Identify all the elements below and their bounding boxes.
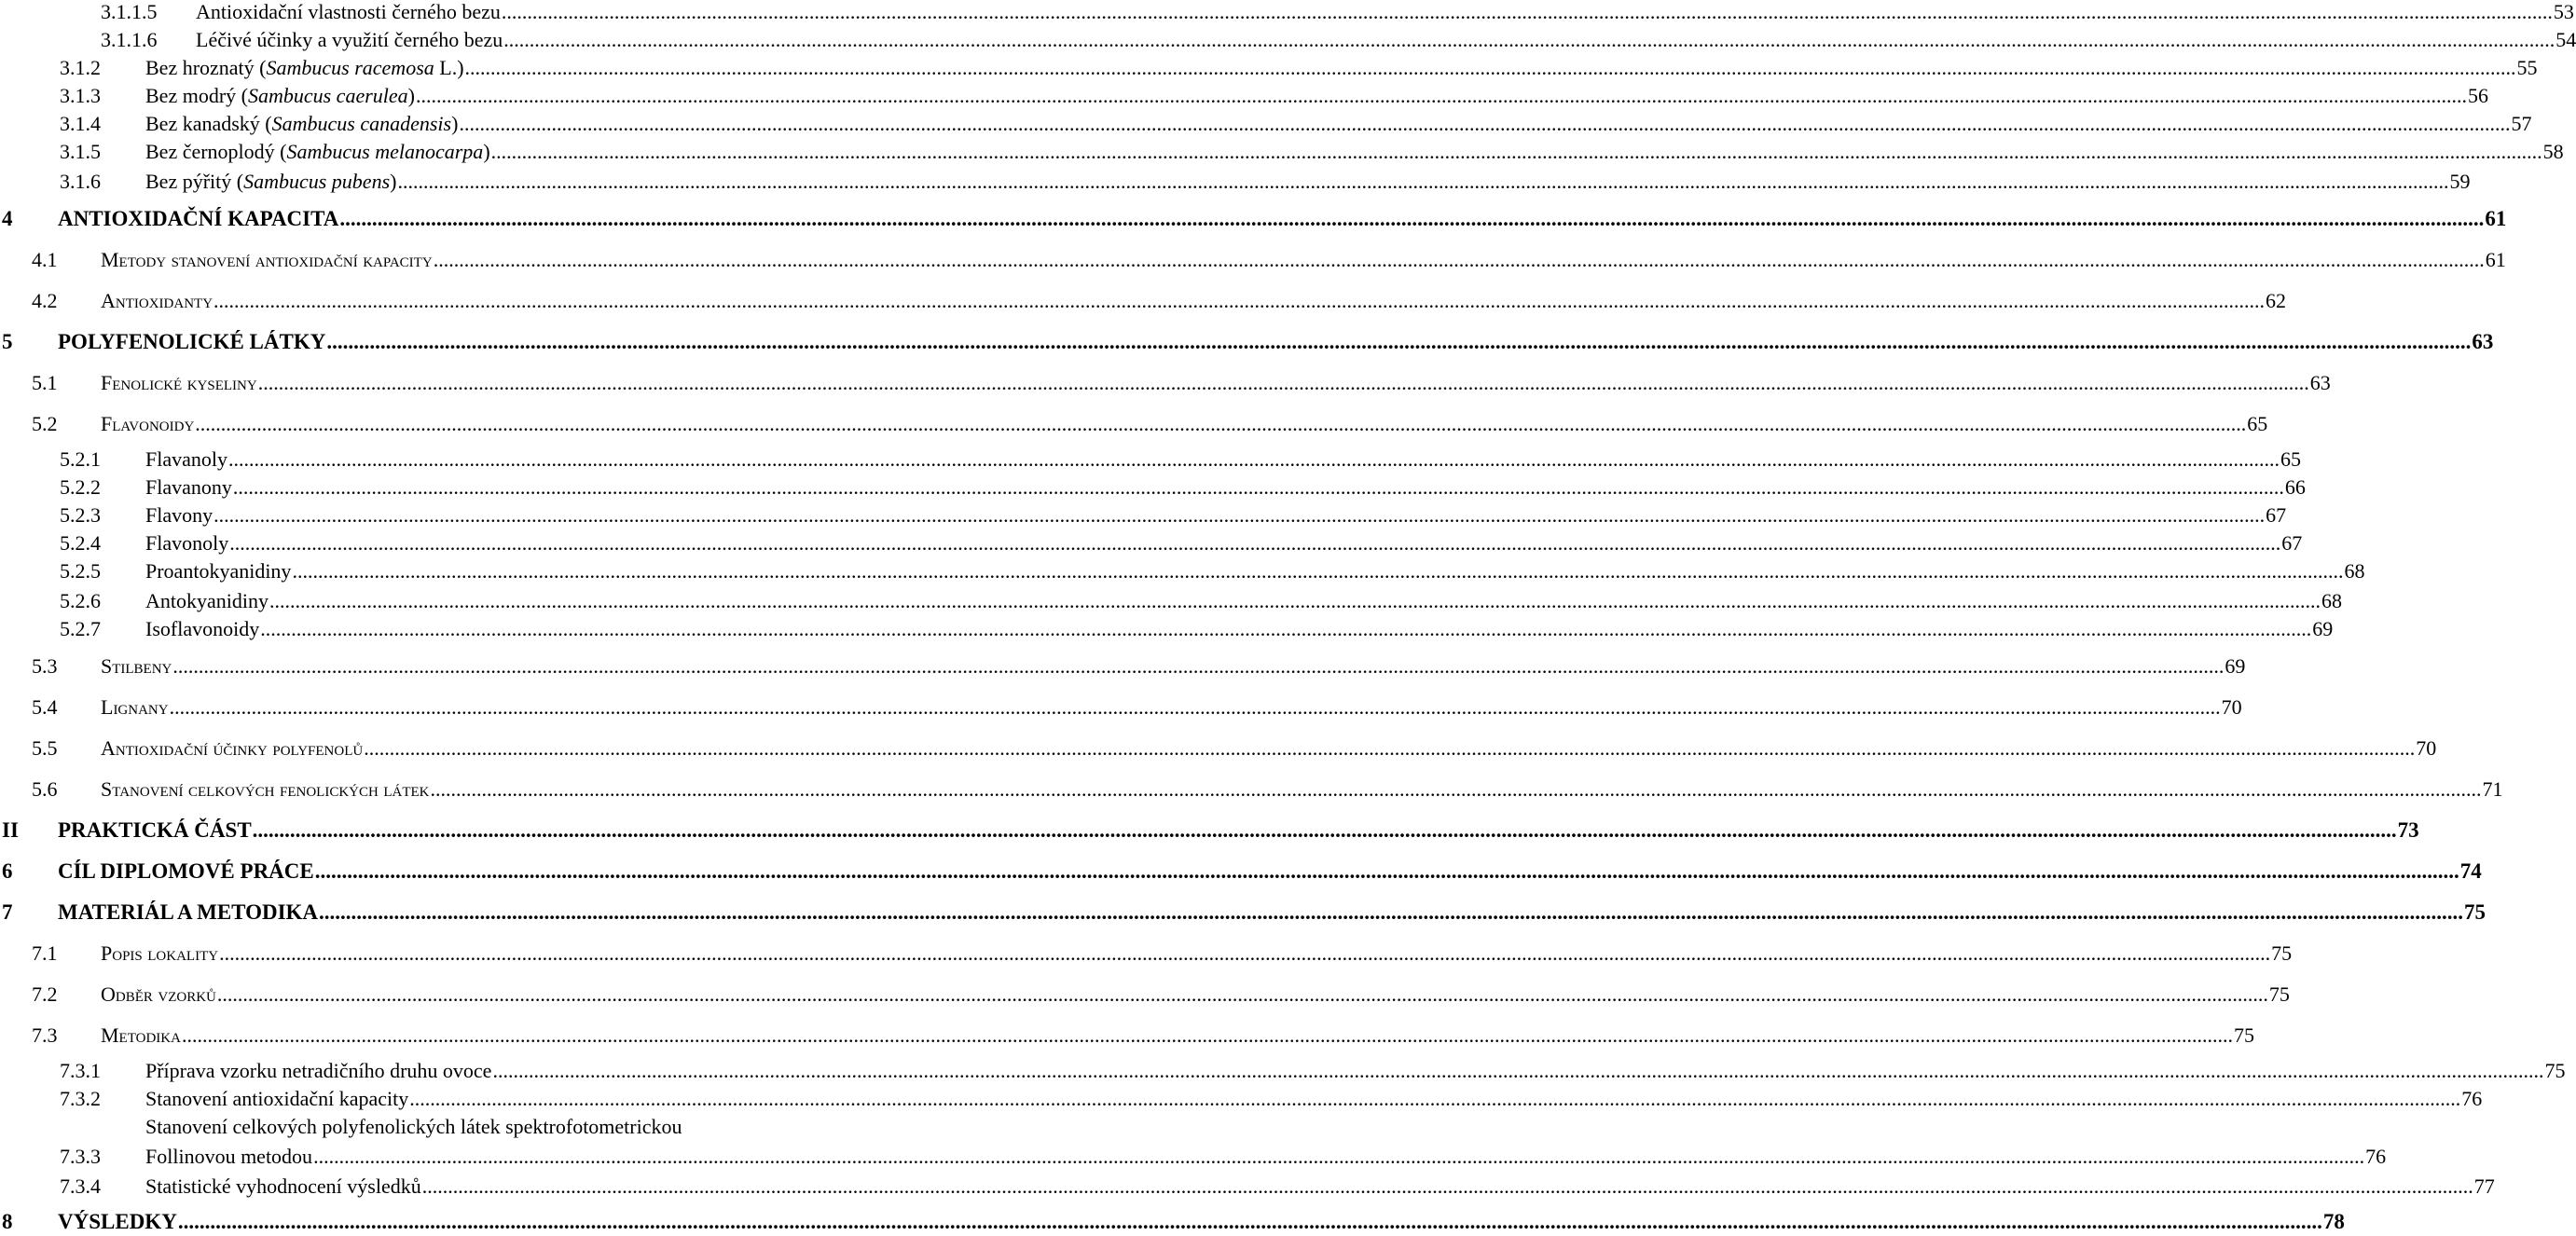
toc-title-part: Popis lokality [101,941,219,965]
toc-title-part: Isoflavonoidy [145,617,260,640]
toc-page-number: 68 [2321,589,2342,612]
toc-leader-dots: ................................................................................................................................................................................................................................................................................................................................................................................................................ [292,559,2344,583]
toc-title-part: Bez černoplodý ( [145,140,287,163]
toc-entry[interactable] [0,446,2301,474]
toc-title-part: PRAKTICKÁ ČÁST [58,818,252,842]
toc-title-part: ) [483,140,490,163]
toc-entry[interactable] [0,529,2303,557]
toc-title [145,587,269,615]
toc-title-part: Flavanony [145,475,232,499]
toc-number: 6 [2,859,13,883]
toc-page-number: 56 [2467,84,2488,107]
toc-number: 5.2 [32,412,58,435]
toc-title-part: Léčivé účinky a využití černého bezu [196,28,503,51]
toc-page-number: 76 [2365,1145,2387,1168]
toc-entry[interactable] [0,369,2331,397]
toc-entry[interactable] [0,1173,2495,1201]
toc-leader-dots: ................................................................................................................................................................................................................................................................................................................................................................................................................ [501,0,2553,23]
toc-number: 3.1.1.5 [101,0,158,23]
toc-number: 7.2 [32,982,58,1006]
toc-leader-dots: ................................................................................................................................................................................................................................................................................................................................................................................................................ [252,818,2397,842]
toc-title-part: Proantokyanidiny [145,559,292,583]
toc-entry[interactable] [0,1085,2483,1113]
toc-title-part: CÍL DIPLOMOVÉ PRÁCE [58,859,314,883]
toc-number: 5.2.3 [60,503,101,527]
toc-title-part: L.) [434,56,464,79]
toc-title [58,205,338,233]
toc-entry[interactable] [0,981,2290,1009]
toc-number: 5.2.7 [60,617,101,640]
toc-leader-dots: ................................................................................................................................................................................................................................................................................................................................................................................................................ [464,56,2516,79]
toc-number: 7.3.2 [60,1087,101,1110]
toc-entry[interactable] [0,615,2334,643]
toc-title-part: Stanovení celkových fenolických látek [101,777,430,801]
toc-page-number: 77 [2473,1174,2495,1198]
toc-leader-dots: ................................................................................................................................................................................................................................................................................................................................................................................................................ [181,1023,2233,1047]
toc-page-number: 59 [2449,170,2471,193]
toc-title [145,529,228,557]
toc-title-part: Flavony [145,503,214,527]
toc-page-number: 63 [2472,330,2494,353]
toc-page-number: 55 [2516,56,2538,79]
toc-title [101,1022,181,1050]
toc-title [145,110,458,138]
toc-number: 7.1 [32,941,58,965]
toc-leader-dots: ................................................................................................................................................................................................................................................................................................................................................................................................................ [415,84,2467,107]
toc-title [101,735,363,762]
toc-number: 5.2.6 [60,589,101,612]
toc-leader-dots: ................................................................................................................................................................................................................................................................................................................................................................................................................ [214,503,2266,527]
toc-title [58,328,325,356]
toc-entry[interactable] [0,54,2538,82]
toc-title [101,981,216,1009]
toc-page-number: 76 [2461,1087,2483,1110]
toc-entry[interactable] [0,410,2268,438]
toc-leader-dots: ................................................................................................................................................................................................................................................................................................................................................................................................................ [216,982,2268,1006]
toc-title-part: Bez hroznatý ( [145,56,267,79]
toc-title-part: Stanovení antioxidační kapacity [145,1087,409,1110]
toc-leader-dots: ................................................................................................................................................................................................................................................................................................................................................................................................................ [459,112,2511,135]
toc-page-number: 75 [2268,982,2290,1006]
toc-entry[interactable] [0,1143,2387,1171]
toc-title-part: Antioxidanty [101,289,214,312]
toc-title [101,940,218,968]
toc-title [101,652,172,680]
toc-entry[interactable] [0,82,2488,110]
toc-entry[interactable] [0,474,2306,501]
toc-title [196,26,503,54]
toc-page-number: 58 [2542,140,2564,163]
toc-title [145,54,464,82]
toc-leader-dots: ................................................................................................................................................................................................................................................................................................................................................................................................................ [232,475,2284,499]
toc-title-part: ANTIOXIDAČNÍ KAPACITA [58,207,339,230]
toc-entry[interactable] [0,858,2482,886]
toc-page-number: 57 [2511,112,2532,135]
toc-leader-dots: ................................................................................................................................................................................................................................................................................................................................................................................................................ [490,140,2542,163]
toc-page-number: 78 [2322,1210,2345,1233]
toc-entry[interactable] [0,557,2365,585]
toc-leader-dots: ................................................................................................................................................................................................................................................................................................................................................................................................................ [177,1210,2322,1233]
toc-page-number: 75 [2233,1023,2254,1047]
toc-number: 7.3 [32,1023,58,1047]
toc-page-number: 62 [2266,289,2287,312]
toc-number: 5.2.2 [60,475,101,499]
toc-page-number: 65 [2247,412,2268,435]
toc-entry[interactable] [0,817,2419,845]
toc-entry[interactable] [0,287,2287,315]
toc-title [101,776,430,803]
toc-title-italic: Sambucus canadensis [271,112,452,135]
toc-title-italic: Sambucus melanocarpa [286,140,484,163]
toc-leader-dots: ................................................................................................................................................................................................................................................................................................................................................................................................................ [172,654,2225,678]
toc-number: 3.1.3 [60,84,101,107]
toc-number: 5.2.1 [60,447,101,471]
toc-leader-dots: ................................................................................................................................................................................................................................................................................................................................................................................................................ [430,777,2482,801]
toc-entry[interactable] [0,110,2532,138]
toc-number: II [2,818,19,842]
toc-title-part: Bez kanadský ( [145,112,272,135]
toc-number: 4.2 [32,289,58,312]
toc-entry[interactable] [0,694,2242,721]
toc-title-part: Metodika [101,1023,181,1047]
toc-number: 4 [2,207,13,230]
toc-title-part: Odběr vzorků [101,982,216,1006]
toc-entry[interactable] [0,1208,2345,1236]
toc-page-number: 75 [2544,1059,2566,1082]
toc-entry[interactable] [0,26,2576,54]
toc-leader-dots: ................................................................................................................................................................................................................................................................................................................................................................................................................ [195,412,2247,435]
toc-title [145,615,259,643]
toc-entry[interactable] [0,0,2574,26]
toc-entry[interactable] [0,1022,2254,1050]
toc-leader-dots: ................................................................................................................................................................................................................................................................................................................................................................................................................ [364,736,2416,760]
toc-leader-dots: ................................................................................................................................................................................................................................................................................................................................................................................................................ [397,170,2449,193]
toc-title-italic: Sambucus caerulea [247,84,408,107]
toc-entry[interactable] [0,205,2507,233]
toc-page-number: 70 [2221,695,2242,719]
toc-number: 3.1.2 [60,56,101,79]
toc-title [145,1057,491,1085]
toc-page-number: 70 [2416,736,2437,760]
toc-page-number: 71 [2482,777,2503,801]
toc-number: 5.2.4 [60,531,101,555]
toc-title [58,899,318,927]
toc-title-part: Follinovou metodou [145,1145,313,1168]
toc-page-number: 68 [2344,559,2365,583]
toc-number: 3.1.1.6 [101,28,158,51]
toc-leader-dots: ................................................................................................................................................................................................................................................................................................................................................................................................................ [492,1059,2544,1082]
toc-number: 5.2.5 [60,559,101,583]
toc-title [101,287,213,315]
toc-title-part: Statistické vyhodnocení výsledků [145,1174,421,1198]
toc-leader-dots: ................................................................................................................................................................................................................................................................................................................................................................................................................ [503,28,2555,51]
toc-title [145,82,415,110]
toc-leader-dots: ................................................................................................................................................................................................................................................................................................................................................................................................................ [260,617,2312,640]
toc-page-number: 74 [2459,859,2482,883]
toc-page-number: 69 [2312,617,2334,640]
toc-title [58,1208,177,1236]
toc-title [101,369,257,397]
toc-number: 7.3.4 [60,1174,101,1198]
toc-entry[interactable] [0,940,2293,968]
toc-entry[interactable] [0,246,2506,274]
toc-leader-dots: ................................................................................................................................................................................................................................................................................................................................................................................................................ [169,695,2221,719]
toc-title-part: Antokyanidiny [145,589,269,612]
toc-leader-dots: ................................................................................................................................................................................................................................................................................................................................................................................................................ [314,859,2459,883]
toc-title [145,557,291,585]
toc-page-number: 73 [2397,818,2419,842]
toc-title-part: POLYFENOLICKÉ LÁTKY [58,330,326,353]
toc-page-number: 53 [2553,0,2574,23]
toc-page-number: 61 [2485,248,2506,271]
toc-title-part: ) [407,84,415,107]
toc-number: 4.1 [32,248,58,271]
toc-title-part: Metody stanovení antioxidační kapacity [101,248,433,271]
toc-title-part: ) [390,170,397,193]
toc-number: 7.3.3 [60,1145,101,1168]
toc-title-italic: Sambucus pubens [243,170,391,193]
toc-entry[interactable] [0,501,2287,529]
toc-title-part: VÝSLEDKY [58,1210,177,1233]
toc-title [145,1143,312,1171]
toc-page-number: 54 [2555,28,2576,51]
toc-title [101,246,433,274]
toc-entry[interactable] [0,1057,2566,1085]
toc-number: 7 [2,900,13,924]
toc-leader-dots: ................................................................................................................................................................................................................................................................................................................................................................................................................ [219,941,2271,965]
toc-leader-dots: ................................................................................................................................................................................................................................................................................................................................................................................................................ [214,289,2266,312]
toc-title [145,1173,421,1201]
toc-number: 7.3.1 [60,1059,101,1082]
toc-leader-dots: ................................................................................................................................................................................................................................................................................................................................................................................................................ [421,1174,2473,1198]
toc-leader-dots: ................................................................................................................................................................................................................................................................................................................................................................................................................ [326,330,2472,353]
toc-number: 5.1 [32,371,58,394]
toc-page-number: 65 [2280,447,2301,471]
toc-number: 5.5 [32,736,58,760]
toc-title-part: Fenolické kyseliny [101,371,257,394]
toc-entry[interactable] [0,587,2342,615]
toc-title-part: ) [451,112,459,135]
toc-number: 8 [2,1210,13,1233]
toc-title-italic: Sambucus racemosa [266,56,434,79]
toc-entry[interactable] [0,168,2471,196]
toc-title-part: Flavonoidy [101,412,195,435]
toc-leader-dots: ................................................................................................................................................................................................................................................................................................................................................................................................................ [339,207,2485,230]
toc-number: 3.1.6 [60,170,101,193]
toc-title [196,0,501,26]
toc-title [145,474,232,501]
toc-title [58,817,252,845]
toc-page-number: 75 [2271,941,2293,965]
toc-number: 3.1.5 [60,140,101,163]
toc-entry[interactable] [0,735,2437,762]
toc-title-part: Flavonoly [145,531,229,555]
toc-title [101,694,169,721]
toc-leader-dots: ................................................................................................................................................................................................................................................................................................................................................................................................................ [228,447,2280,471]
toc-entry[interactable] [0,328,2494,356]
toc-title [145,138,490,166]
toc-title [58,858,314,886]
toc-leader-dots: ................................................................................................................................................................................................................................................................................................................................................................................................................ [433,248,2485,271]
toc-number: 5.3 [32,654,58,678]
toc-title [145,1085,408,1113]
toc-title-part: Antioxidační účinky polyfenolů [101,736,364,760]
toc-entry[interactable] [0,776,2503,803]
toc-page-number: 66 [2284,475,2306,499]
toc-page-number: 61 [2485,207,2507,230]
toc-page-number: 75 [2464,900,2486,924]
toc-title-part: MATERIÁL A METODIKA [58,900,319,924]
toc-entry[interactable] [0,138,2564,166]
toc-title-part: Bez pýřitý ( [145,170,244,193]
toc-title-part: Bez modrý ( [145,84,248,107]
toc-title [145,501,213,529]
toc-page-number: 67 [2266,503,2287,527]
toc-title-part: Stilbeny [101,654,172,678]
toc-page-number: 69 [2225,654,2246,678]
toc-leader-dots: ................................................................................................................................................................................................................................................................................................................................................................................................................ [229,531,2281,555]
toc-title-part: Flavanoly [145,447,227,471]
toc-entry[interactable] [0,652,2246,680]
toc-entry[interactable] [0,899,2486,927]
toc-leader-dots: ................................................................................................................................................................................................................................................................................................................................................................................................................ [269,589,2321,612]
toc-number: 5 [2,330,13,353]
toc-title-part: Lignany [101,695,169,719]
toc-leader-dots: ................................................................................................................................................................................................................................................................................................................................................................................................................ [313,1145,2365,1168]
toc-leader-dots: ................................................................................................................................................................................................................................................................................................................................................................................................................ [409,1087,2461,1110]
toc-title [145,168,396,196]
toc-title-part: Antioxidační vlastnosti černého bezu [196,0,501,23]
toc-title-first-line: Stanovení celkových polyfenolických látek spektrofotometrickou [145,1115,682,1138]
toc-leader-dots: ................................................................................................................................................................................................................................................................................................................................................................................................................ [319,900,2464,924]
toc-number: 5.6 [32,777,58,801]
toc-title-part: Příprava vzorku netradičního druhu ovoce [145,1059,492,1082]
toc-number: 3.1.4 [60,112,101,135]
toc-page-number: 63 [2309,371,2331,394]
toc-page-number: 67 [2281,531,2303,555]
toc-number: 5.4 [32,695,58,719]
toc-title [145,446,227,474]
toc-title [101,410,194,438]
toc-leader-dots: ................................................................................................................................................................................................................................................................................................................................................................................................................ [257,371,2309,394]
